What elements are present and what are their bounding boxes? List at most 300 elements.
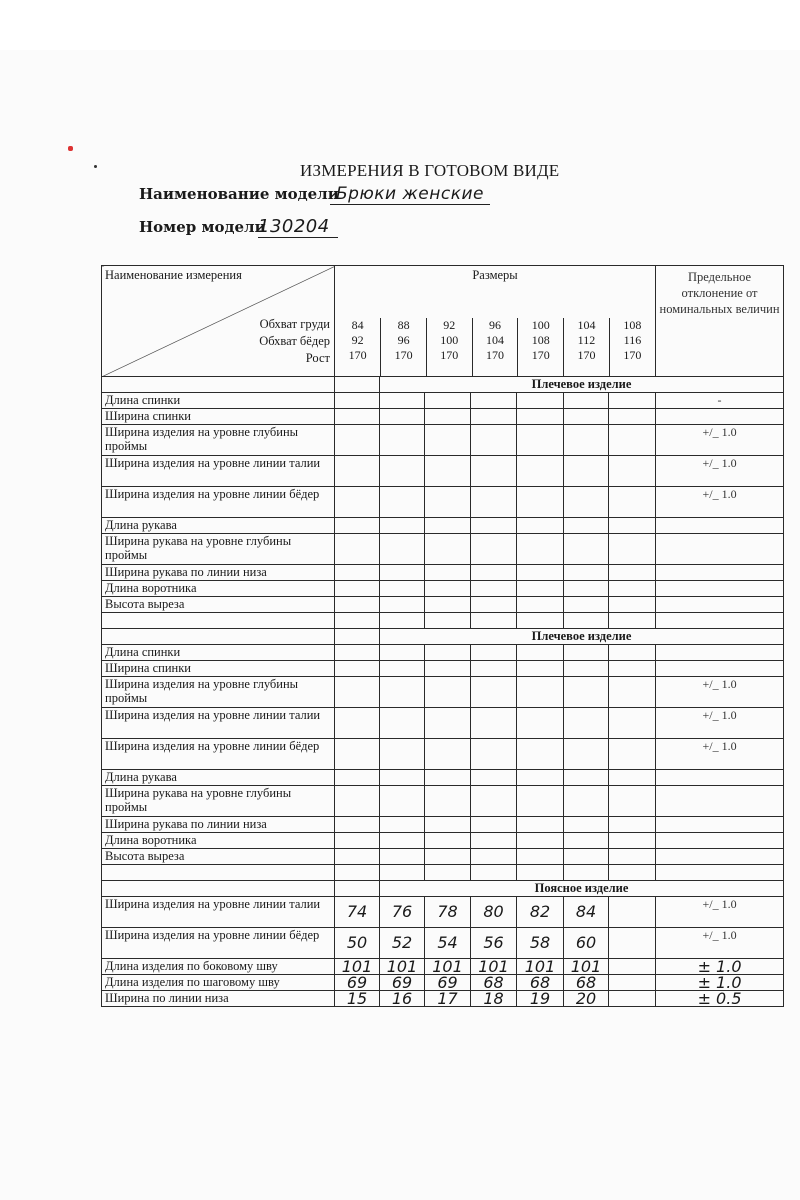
empty-cell [564, 865, 609, 881]
value-cell: 74 [335, 897, 380, 928]
value-cell [380, 739, 425, 770]
size-chest: 96 [489, 318, 502, 332]
size-values [335, 318, 655, 376]
size-column [518, 318, 564, 376]
value-cell [564, 565, 609, 581]
value-cell [471, 645, 517, 661]
measurement-label: Длина рукава [102, 518, 335, 534]
size-hips: 92 [351, 333, 364, 347]
value-cell [609, 897, 656, 928]
measurement-label: Высота выреза [102, 849, 335, 865]
empty-cell [380, 865, 425, 881]
value-cell [564, 597, 609, 613]
tolerance-cell: - [656, 393, 784, 409]
value-cell [609, 581, 656, 597]
tolerance-cell [656, 581, 784, 597]
value-cell [335, 534, 380, 565]
model-number-value: 130204 [258, 216, 330, 237]
value-cell: 101 [380, 959, 425, 975]
value-cell [609, 597, 656, 613]
value-cell: 58 [517, 928, 564, 959]
size-hips: 96 [397, 333, 410, 347]
measurement-label: Ширина спинки [102, 409, 335, 425]
table-row [102, 597, 784, 613]
table-row [102, 833, 784, 849]
value-cell [425, 849, 471, 865]
measurement-label: Ширина спинки [102, 661, 335, 677]
value-cell [517, 487, 564, 518]
header-diagonal-cell [102, 266, 335, 377]
size-height: 170 [348, 348, 367, 362]
table-row [102, 581, 784, 597]
size-height: 170 [623, 348, 642, 362]
tolerance-cell: +/_ 1.0 [656, 708, 784, 739]
model-name-label: Наименование модели [139, 185, 339, 203]
size-hips: 104 [486, 333, 505, 347]
value-cell: 101 [471, 959, 517, 975]
value-cell [471, 393, 517, 409]
size-chest: 108 [623, 318, 642, 332]
empty-cell [517, 865, 564, 881]
value-cell [335, 425, 380, 456]
header-height: Рост [305, 351, 330, 365]
value-cell [564, 677, 609, 708]
table-row [102, 770, 784, 786]
table-row [102, 708, 784, 739]
table-row [102, 661, 784, 677]
measurement-label: Длина изделия по боковому шву [102, 959, 335, 975]
value-cell [425, 565, 471, 581]
value-cell [609, 661, 656, 677]
measurement-label: Ширина изделия на уровне глубины проймы [102, 677, 335, 708]
tolerance-cell: +/_ 1.0 [656, 456, 784, 487]
value-cell [517, 581, 564, 597]
table-row [102, 487, 784, 518]
table-row [102, 817, 784, 833]
tolerance-cell [656, 409, 784, 425]
empty-cell [609, 613, 656, 629]
empty-cell [102, 613, 335, 629]
value-cell [517, 597, 564, 613]
value-cell [425, 739, 471, 770]
value-cell [471, 487, 517, 518]
tolerance-cell: +/_ 1.0 [656, 425, 784, 456]
value-cell [380, 487, 425, 518]
value-cell [609, 425, 656, 456]
size-hips: 116 [623, 333, 642, 347]
value-cell [609, 534, 656, 565]
value-cell [609, 487, 656, 518]
value-cell [517, 425, 564, 456]
value-cell: 69 [425, 975, 471, 991]
value-cell [425, 581, 471, 597]
value-cell [380, 565, 425, 581]
empty-cell [656, 865, 784, 881]
table-row [102, 425, 784, 456]
value-cell: 84 [564, 897, 609, 928]
empty-cell [380, 613, 425, 629]
empty-cell [102, 865, 335, 881]
model-number-label: Номер модели [139, 218, 266, 236]
value-cell [380, 456, 425, 487]
value-cell [335, 409, 380, 425]
value-cell [335, 677, 380, 708]
value-cell [335, 456, 380, 487]
value-cell [564, 534, 609, 565]
value-cell [471, 817, 517, 833]
value-cell [471, 565, 517, 581]
value-cell [517, 849, 564, 865]
value-cell [564, 739, 609, 770]
size-height: 170 [440, 348, 459, 362]
value-cell: 80 [471, 897, 517, 928]
tolerance-cell [656, 770, 784, 786]
header-hips: Обхват бёдер [259, 334, 330, 348]
header-tolerance: Предельное отклонение от номинальных величин [656, 266, 784, 377]
value-cell [517, 409, 564, 425]
value-cell [335, 645, 380, 661]
section-title: Плечевое изделие [380, 377, 784, 393]
tolerance-cell: +/_ 1.0 [656, 897, 784, 928]
tolerance-cell [656, 597, 784, 613]
measurement-label: Ширина изделия на уровне линии талии [102, 897, 335, 928]
value-cell [380, 817, 425, 833]
measurement-label: Ширина рукава по линии низа [102, 817, 335, 833]
value-cell [609, 739, 656, 770]
table-row [102, 534, 784, 565]
value-cell [609, 456, 656, 487]
value-cell [425, 409, 471, 425]
value-cell [564, 409, 609, 425]
tolerance-cell: +/_ 1.0 [656, 739, 784, 770]
value-cell [564, 770, 609, 786]
size-chest: 100 [531, 318, 550, 332]
value-cell [335, 770, 380, 786]
value-cell [471, 581, 517, 597]
value-cell [425, 817, 471, 833]
tolerance-cell [656, 518, 784, 534]
top-margin [0, 0, 800, 50]
tolerance-cell [656, 786, 784, 817]
value-cell [517, 518, 564, 534]
value-cell [471, 786, 517, 817]
value-cell [609, 991, 656, 1007]
value-cell [609, 833, 656, 849]
tolerance-cell: ± 1.0 [656, 975, 784, 991]
value-cell [335, 393, 380, 409]
value-cell [564, 393, 609, 409]
value-cell [380, 661, 425, 677]
value-cell [380, 645, 425, 661]
document-title: ИЗМЕРЕНИЯ В ГОТОВОМ ВИДЕ [300, 161, 560, 180]
table-row [102, 991, 784, 1007]
value-cell [609, 565, 656, 581]
measurement-label: Длина воротника [102, 833, 335, 849]
value-cell: 20 [564, 991, 609, 1007]
value-cell: 69 [380, 975, 425, 991]
value-cell [564, 425, 609, 456]
size-column [335, 318, 381, 376]
header-sizes-label: Размеры [472, 268, 518, 282]
value-cell [471, 708, 517, 739]
measurement-label: Ширина изделия на уровне линии талии [102, 708, 335, 739]
table-row [102, 677, 784, 708]
size-column [564, 318, 610, 376]
measurement-label: Длина воротника [102, 581, 335, 597]
tolerance-cell: +/_ 1.0 [656, 487, 784, 518]
value-cell [335, 565, 380, 581]
value-cell [380, 425, 425, 456]
value-cell [471, 456, 517, 487]
value-cell: 60 [564, 928, 609, 959]
tolerance-cell [656, 661, 784, 677]
value-cell [380, 597, 425, 613]
value-cell [471, 833, 517, 849]
value-cell: 18 [471, 991, 517, 1007]
value-cell [425, 425, 471, 456]
value-cell [564, 487, 609, 518]
value-cell [564, 456, 609, 487]
value-cell [609, 928, 656, 959]
value-cell [425, 393, 471, 409]
value-cell [425, 456, 471, 487]
value-cell [471, 518, 517, 534]
table-row [102, 409, 784, 425]
empty-cell [425, 613, 471, 629]
empty-cell [471, 613, 517, 629]
empty-cell [102, 629, 335, 645]
value-cell [380, 581, 425, 597]
size-height: 170 [394, 348, 413, 362]
value-cell [335, 849, 380, 865]
tolerance-cell [656, 817, 784, 833]
size-chest: 84 [351, 318, 364, 332]
table-row [102, 739, 784, 770]
value-cell [564, 849, 609, 865]
empty-cell [335, 377, 380, 393]
size-chest: 92 [443, 318, 456, 332]
value-cell [609, 770, 656, 786]
section-header-row [102, 881, 784, 897]
value-cell [471, 409, 517, 425]
value-cell: 82 [517, 897, 564, 928]
model-number-underline [258, 237, 338, 238]
table-row [102, 645, 784, 661]
value-cell [517, 739, 564, 770]
value-cell [380, 534, 425, 565]
value-cell: 69 [335, 975, 380, 991]
value-cell [335, 581, 380, 597]
size-height: 170 [486, 348, 505, 362]
value-cell [564, 833, 609, 849]
table-row [102, 849, 784, 865]
header-sizes-cell [335, 266, 656, 377]
value-cell [335, 817, 380, 833]
value-cell [335, 661, 380, 677]
value-cell [335, 833, 380, 849]
size-column [472, 318, 518, 376]
table-row [102, 518, 784, 534]
size-column [609, 318, 655, 376]
value-cell [335, 739, 380, 770]
value-cell [471, 770, 517, 786]
value-cell [471, 597, 517, 613]
value-cell: 54 [425, 928, 471, 959]
value-cell: 101 [425, 959, 471, 975]
size-hips: 108 [531, 333, 550, 347]
value-cell [471, 677, 517, 708]
table-row [102, 393, 784, 409]
value-cell [425, 786, 471, 817]
value-cell: 17 [425, 991, 471, 1007]
value-cell: 19 [517, 991, 564, 1007]
tolerance-cell [656, 849, 784, 865]
value-cell [425, 677, 471, 708]
value-cell: 76 [380, 897, 425, 928]
value-cell [517, 786, 564, 817]
value-cell [609, 645, 656, 661]
model-name-underline [330, 204, 490, 205]
value-cell [471, 739, 517, 770]
value-cell [564, 518, 609, 534]
value-cell [425, 833, 471, 849]
value-cell: 101 [517, 959, 564, 975]
value-cell [425, 708, 471, 739]
value-cell [425, 487, 471, 518]
size-column [426, 318, 472, 376]
value-cell [380, 770, 425, 786]
value-cell [380, 833, 425, 849]
tolerance-cell [656, 534, 784, 565]
empty-cell [425, 865, 471, 881]
size-hips: 112 [577, 333, 596, 347]
empty-cell [656, 613, 784, 629]
value-cell [425, 518, 471, 534]
size-height: 170 [531, 348, 550, 362]
value-cell [517, 565, 564, 581]
table-row [102, 928, 784, 959]
section-title: Поясное изделие [380, 881, 784, 897]
table-row [102, 565, 784, 581]
value-cell: 56 [471, 928, 517, 959]
value-cell [609, 975, 656, 991]
tolerance-cell [656, 645, 784, 661]
model-name-value: Брюки женские [336, 184, 484, 204]
value-cell [564, 708, 609, 739]
value-cell [517, 770, 564, 786]
value-cell: 68 [471, 975, 517, 991]
tolerance-cell: ± 0.5 [656, 991, 784, 1007]
value-cell [564, 786, 609, 817]
value-cell [609, 409, 656, 425]
value-cell [380, 786, 425, 817]
value-cell [335, 597, 380, 613]
measurements-table [101, 265, 784, 1007]
value-cell [425, 597, 471, 613]
empty-cell [102, 377, 335, 393]
value-cell [609, 518, 656, 534]
value-cell [609, 817, 656, 833]
ink-speck [94, 165, 97, 168]
spacer-row [102, 613, 784, 629]
value-cell [517, 708, 564, 739]
value-cell [335, 708, 380, 739]
value-cell [471, 425, 517, 456]
value-cell [517, 534, 564, 565]
header-measure-name: Наименование измерения [105, 268, 242, 282]
value-cell: 101 [335, 959, 380, 975]
value-cell [564, 581, 609, 597]
value-cell [425, 770, 471, 786]
value-cell [564, 661, 609, 677]
tolerance-cell: +/_ 1.0 [656, 928, 784, 959]
ink-speck [68, 146, 73, 151]
value-cell [517, 677, 564, 708]
value-cell [517, 661, 564, 677]
value-cell [425, 534, 471, 565]
value-cell [425, 645, 471, 661]
table-row [102, 897, 784, 928]
value-cell [335, 786, 380, 817]
section-title: Плечевое изделие [380, 629, 784, 645]
measurement-label: Ширина рукава на уровне глубины проймы [102, 534, 335, 565]
value-cell: 68 [564, 975, 609, 991]
section-header-row [102, 629, 784, 645]
value-cell [471, 661, 517, 677]
measurement-label: Ширина по линии низа [102, 991, 335, 1007]
value-cell [425, 661, 471, 677]
measurement-label: Ширина изделия на уровне глубины проймы [102, 425, 335, 456]
value-cell [517, 456, 564, 487]
value-cell: 68 [517, 975, 564, 991]
measurement-label: Ширина рукава по линии низа [102, 565, 335, 581]
table-header-row [102, 266, 784, 377]
empty-cell [517, 613, 564, 629]
value-cell [609, 677, 656, 708]
value-cell [517, 817, 564, 833]
value-cell: 50 [335, 928, 380, 959]
empty-cell [335, 881, 380, 897]
value-cell [380, 409, 425, 425]
value-cell [335, 518, 380, 534]
table-row [102, 456, 784, 487]
value-cell: 101 [564, 959, 609, 975]
empty-cell [471, 865, 517, 881]
value-cell [471, 849, 517, 865]
table-row [102, 786, 784, 817]
value-cell [517, 645, 564, 661]
value-cell [609, 849, 656, 865]
measurement-label: Ширина изделия на уровне линии бёдер [102, 487, 335, 518]
value-cell [380, 849, 425, 865]
size-chest: 88 [397, 318, 410, 332]
measurement-label: Длина спинки [102, 645, 335, 661]
value-cell [609, 708, 656, 739]
empty-cell [335, 613, 380, 629]
section-header-row [102, 377, 784, 393]
size-hips: 100 [440, 333, 459, 347]
measurement-label: Высота выреза [102, 597, 335, 613]
empty-cell [564, 613, 609, 629]
measurement-label: Ширина изделия на уровне линии талии [102, 456, 335, 487]
value-cell [380, 518, 425, 534]
size-height: 170 [577, 348, 596, 362]
value-cell [380, 677, 425, 708]
value-cell [609, 393, 656, 409]
value-cell [517, 393, 564, 409]
tolerance-cell [656, 833, 784, 849]
header-parameters [259, 316, 330, 367]
